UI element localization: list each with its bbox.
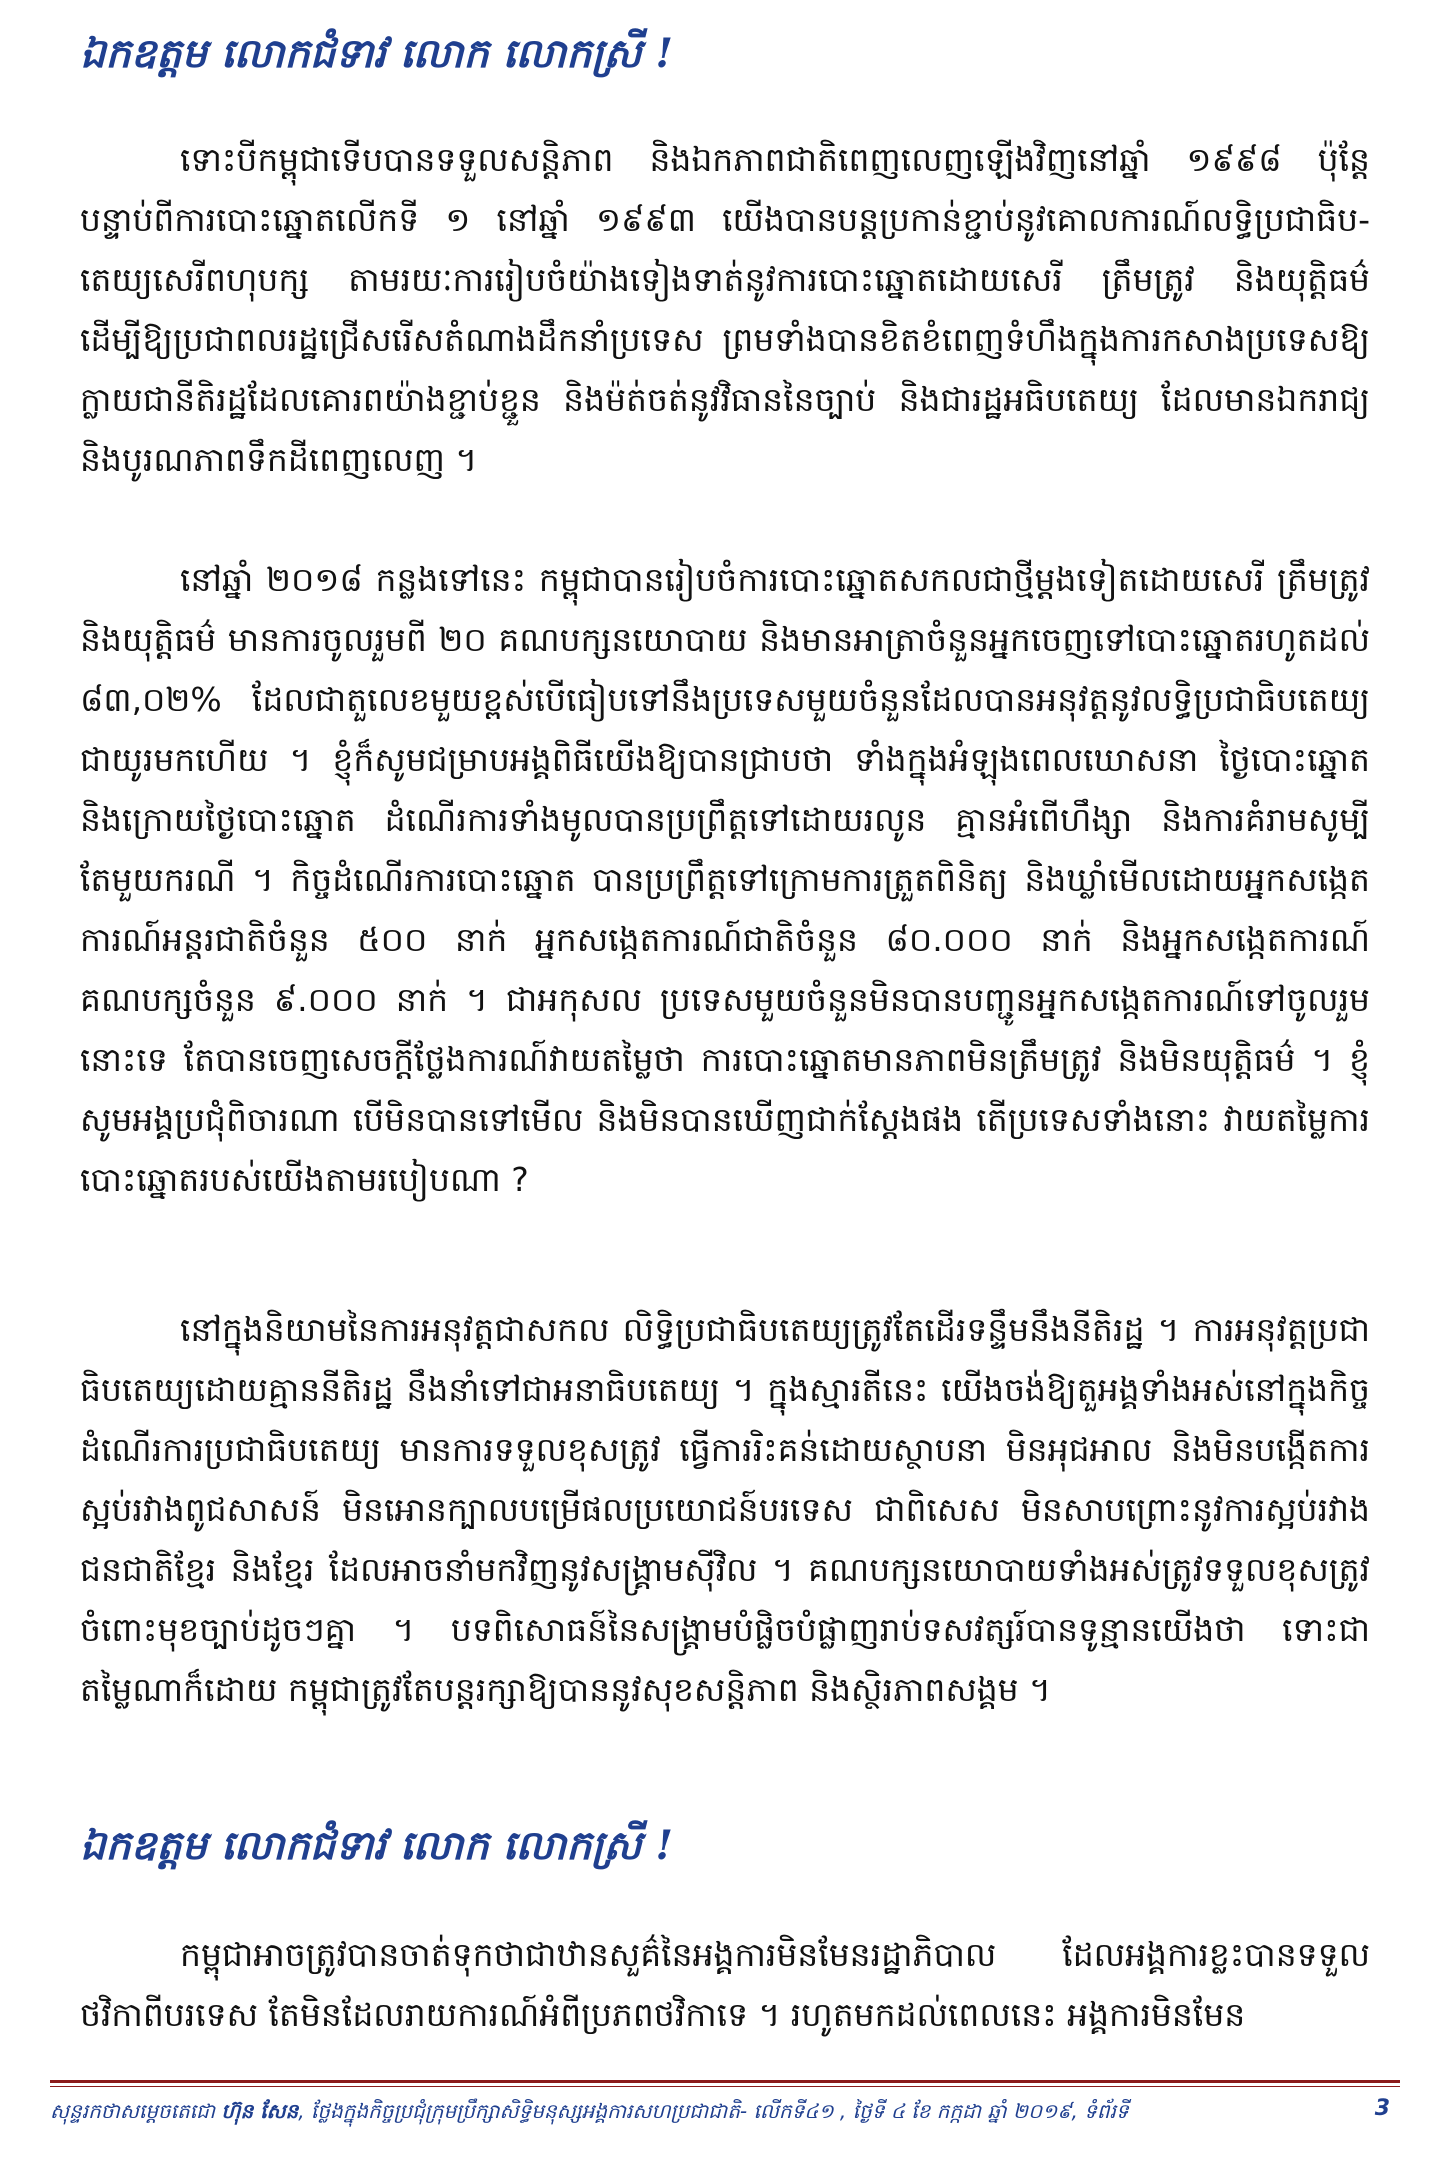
body-paragraph: ទោះបីកម្ពុជាទើបបានទទួលសន្តិភាព និងឯកភាពជាតិពេញលេញឡើងវិញនៅឆ្នាំ ១៩៩៨ ប៉ុន្តែ បន្ទាប់ពីការបោះឆ្នោតលើកទី ១ នៅឆ្នាំ ១៩៩៣ យើងបានបន្តប្រកាន់ខ្ជាប់នូវគោលការណ៍លទ្ធិប្រជាធិប-តេយ្យសេរីពហុបក្ស តាមរយៈការរៀបចំយ៉ាងទៀងទាត់នូវការបោះឆ្នោតដោយសេរី ត្រឹមត្រូវ និងយុត្តិធម៌ ដើម្បីឱ្យប្រជាពលរដ្ឋជ្រើសរើសតំណាងដឹកនាំប្រទេស ព្រមទាំងបានខិតខំពេញទំហឹងក្នុងការកសាងប្រទេសឱ្យក្លាយជានីតិរដ្ឋដែលគោរពយ៉ាងខ្ជាប់ខ្ជួន និងម៉ត់ចត់នូវវិធាននៃច្បាប់ និងជារដ្ឋអធិបតេយ្យ ដែលមានឯករាជ្យ និងបូរណភាពទឹកដីពេញលេញ ។	[80, 140, 1370, 479]
footer-speaker-name: ហ៊ុន សែន	[221, 2099, 299, 2123]
body-paragraph: នៅក្នុងនិយាមនៃការអនុវត្តជាសកល លិទ្ធិប្រជាធិបតេយ្យត្រូវតែដើរទន្ទឹមនឹងនីតិរដ្ឋ ។ ការអនុវត្តប្រជាធិបតេយ្យដោយគ្មាននីតិរដ្ឋ នឹងនាំទៅជាអនាធិបតេយ្យ ។ ក្នុងស្មារតីនេះ យើងចង់ឱ្យតួអង្គទាំងអស់នៅក្នុងកិច្ចដំណើរការប្រជាធិបតេយ្យ មានការទទួលខុសត្រូវ ធ្វើការរិះគន់ដោយស្ថាបនា មិនអុជអាល និងមិនបង្កើតការស្អប់រវាងពូជសាសន៍ មិនអោនក្បាលបម្រើផលប្រយោជន៍បរទេស ជាពិសេស មិនសាបព្រោះនូវការស្អប់រវាងជនជាតិខ្មែរ និងខ្មែរ ដែលអាចនាំមកវិញនូវសង្គ្រាមស៊ីវិល ។ គណបក្សនយោបាយទាំងអស់ត្រូវទទួលខុសត្រូវចំពោះមុខច្បាប់ដូចៗគ្នា ។ បទពិសោធន៍នៃសង្គ្រាមបំផ្លិចបំផ្លាញរាប់ទសវត្សរ៍បានទូន្មានយើងថា ទោះជាតម្លៃណាក៏ដោយ កម្ពុជាត្រូវតែបន្តរក្សាឱ្យបាននូវសុខសន្តិភាព និងស្ថិរភាពសង្គម ។	[80, 1310, 1370, 1709]
section-heading: ឯកឧត្តម លោកជំទាវ លោក លោកស្រី !	[80, 30, 673, 77]
page-footer	[50, 2098, 1400, 2128]
body-paragraph: នៅឆ្នាំ ២០១៨ កន្លងទៅនេះ កម្ពុជាបានរៀបចំការបោះឆ្នោតសកលជាថ្មីម្តងទៀតដោយសេរី ត្រឹមត្រូវ និងយុត្តិធម៌ មានការចូលរួមពី ២០ គណបក្សនយោបាយ និងមានអាត្រាចំនួនអ្នកចេញទៅបោះឆ្នោតរហូតដល់ ៨៣,០២% ដែលជាតួលេខមួយខ្ពស់បើធៀបទៅនឹងប្រទេសមួយចំនួនដែលបានអនុវត្តនូវលទ្ធិប្រជាធិបតេយ្យជាយូរមកហើយ ។ ខ្ញុំក៏សូមជម្រាបអង្គពិធីយើងឱ្យបានជ្រាបថា ទាំងក្នុងអំឡុងពេលឃោសនា ថ្ងៃបោះឆ្នោត និងក្រោយថ្ងៃបោះឆ្នោត ដំណើរការទាំងមូលបានប្រព្រឹត្តទៅដោយរលូន គ្មានអំពើហឹង្សា និងការគំរាមសូម្បីតែមួយករណី ។ កិច្ចដំណើរការបោះឆ្នោត បានប្រព្រឹត្តទៅក្រោមការត្រួតពិនិត្យ និងឃ្លាំមើលដោយអ្នកសង្កេតការណ៍អន្តរជាតិចំនួន ៥០០ នាក់ អ្នកសង្កេតការណ៍ជាតិចំនួន ៨០.០០០ នាក់ និងអ្នកសង្កេតការណ៍គណបក្សចំនួន ៩.០០០ នាក់ ។ ជាអកុសល ប្រទេសមួយចំនួនមិនបានបញ្ជូនអ្នកសង្កេតការណ៍ទៅចូលរួមនោះទេ តែបានចេញសេចក្តីថ្លែងការណ៍វាយតម្លៃថា ការបោះឆ្នោតមានភាពមិនត្រឹមត្រូវ និងមិនយុត្តិធម៌ ។ ខ្ញុំសូមអង្គប្រជុំពិចារណា បើមិនបានទៅមើល និងមិនបានឃើញជាក់ស្តែងផង តើប្រទេសទាំងនោះ វាយតម្លៃការបោះឆ្នោតរបស់យើងតាមរបៀបណា ?	[80, 560, 1370, 1199]
footer-divider	[50, 2080, 1400, 2083]
body-paragraph: កម្ពុជាអាចត្រូវបានចាត់ទុកថាជាឋានសួគ៌នៃអង្គការមិនមែនរដ្ឋាភិបាល ដែលអង្គការខ្លះបានទទួលថវិកាពីបរទេស តែមិនដែលរាយការណ៍អំពីប្រភពថវិកាទេ ។ រហូតមកដល់ពេលនេះ អង្គការមិនមែន	[80, 1935, 1370, 2034]
section-heading: ឯកឧត្តម លោកជំទាវ លោក លោកស្រី !	[80, 1822, 673, 1869]
footer-prefix: សុន្ទរកថាសម្តេចតេជោ	[50, 2099, 216, 2123]
footer-suffix: , ថ្លែងក្នុងកិច្ចប្រជុំក្រុមប្រឹក្សាសិទ្ធិមនុស្សអង្គការសហប្រជាជាតិ- លើកទី៤១ , ថ្ងៃទី ៤ ខែ កក្កដា ឆ្នាំ ២០១៩,	[298, 2099, 1078, 2123]
footer-page-label: ទំព័រទី	[1084, 2099, 1129, 2123]
footer-divider	[50, 2086, 1400, 2087]
page-number: 3	[1374, 2096, 1390, 2121]
